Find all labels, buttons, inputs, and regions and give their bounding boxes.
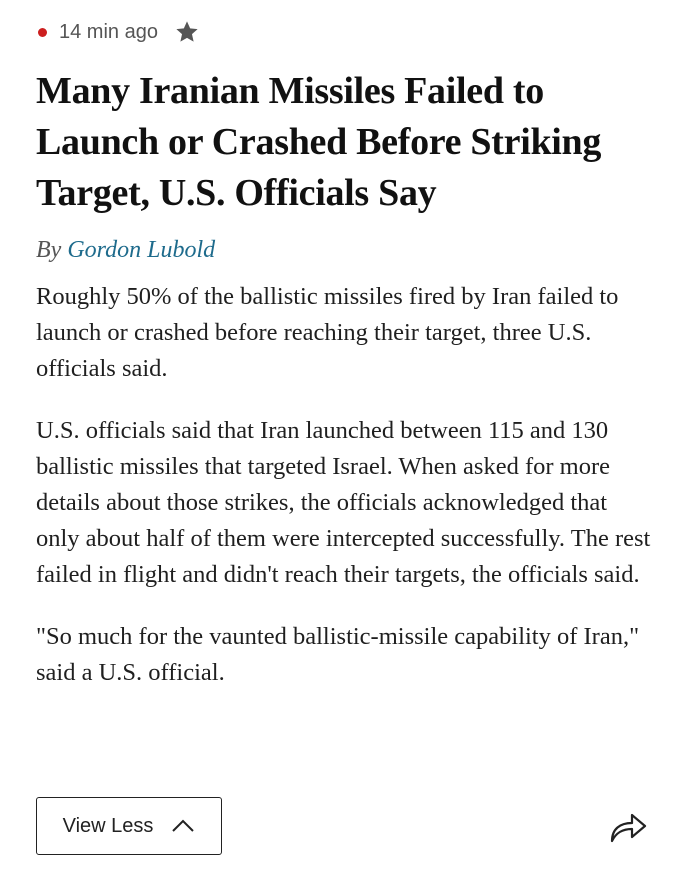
article-paragraph-1: Roughly 50% of the ballistic missiles fired by Iran failed to launch or crashed before reaching their target, three U.S. officials said. bbox=[36, 283, 619, 382]
chevron-up-icon bbox=[171, 818, 195, 834]
timestamp: 14 min ago bbox=[59, 20, 158, 43]
star-icon[interactable] bbox=[174, 19, 200, 45]
live-indicator-dot bbox=[38, 28, 47, 37]
article-paragraph-3: "So much for the vaunted ballistic-missile capability of Iran," said a U.S. official. bbox=[36, 623, 640, 686]
byline-prefix: By bbox=[36, 237, 62, 263]
article-paragraph-2: U.S. officials said that Iran launched between 115 and 130 ballistic missiles that targeted Israel. When asked for more details about those strikes, the officials acknowledged that only about half of them were intercepted successfully. The rest failed in flight and didn't reach their targets, the officials said. bbox=[36, 417, 651, 588]
view-less-label: View Less bbox=[62, 814, 154, 837]
article-card bbox=[36, 0, 656, 691]
view-less-button[interactable] bbox=[36, 797, 222, 855]
article-headline[interactable]: Many Iranian Missiles Failed to Launch or Crashed Before Striking Target, U.S. Officials Say bbox=[36, 70, 602, 214]
meta-row bbox=[36, 16, 656, 48]
share-icon[interactable] bbox=[608, 809, 648, 845]
star-icon-glyph bbox=[174, 19, 200, 45]
byline bbox=[36, 235, 656, 265]
author-link[interactable]: Gordon Lubold bbox=[67, 237, 216, 263]
article-actions bbox=[36, 797, 656, 857]
